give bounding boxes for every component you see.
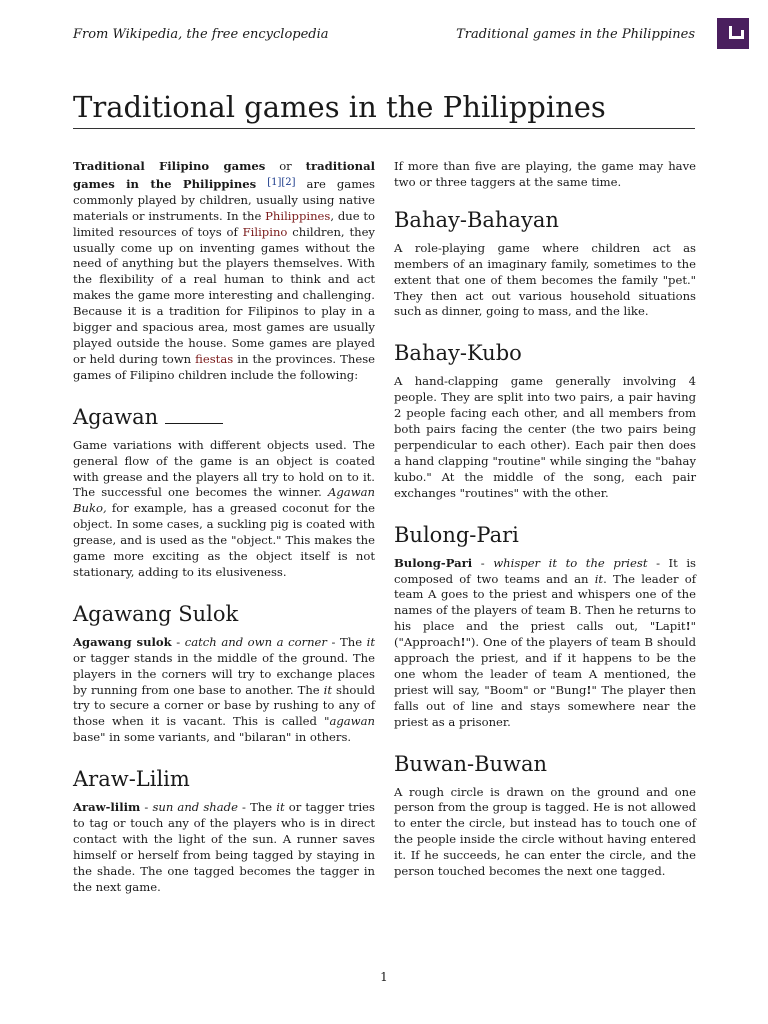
section-heading-araw-lilim: Araw-Lilim xyxy=(73,767,190,792)
section-body-continued: If more than five are playing, the game may have two or three taggers at the same time. xyxy=(394,159,696,189)
running-header-title: Traditional games in the Philippines xyxy=(456,27,695,42)
section-heading-buwan-buwan: Buwan-Buwan xyxy=(394,751,548,776)
body-bold: Araw-lilim xyxy=(73,800,141,815)
intro-bold-term: traditional games in the Philippines xyxy=(73,159,375,191)
body-italic: whisper it to the priest xyxy=(493,555,648,570)
right-column xyxy=(394,159,696,880)
running-header-source: From Wikipedia, the free encyclopedia xyxy=(73,27,329,42)
body-text: for example, has a greased coconut for the object. In some cases, a suckling pig is coated with grease, and is used as the "object." This makes the game more exciting as the object itself is not stationary, adding to its elusiveness. xyxy=(73,501,375,579)
section-body-buwan-buwan: A rough circle is drawn on the ground and one person from the group is tagged. He is not allowed to enter the circle, but instead has to touch one of the people inside the circle without having entered it. If he succeeds, he can enter the circle, and the person touched becomes the next one tagged. xyxy=(394,784,696,879)
section-body-agawang-sulok xyxy=(73,635,375,746)
body-text: - xyxy=(171,634,185,649)
body-italic: sun and shade xyxy=(152,800,238,815)
body-italic: catch and own a corner xyxy=(184,634,327,649)
page-number: 1 xyxy=(380,970,388,984)
body-text: or tagger tries to tag or touch any of the players who is in direct contact with the light of the sun. A runner saves himself or herself from being tagged by staying in the shade. The one tagged becomes the tagger in the next game. xyxy=(73,800,375,894)
heading-underline-blank xyxy=(165,405,223,424)
body-text: . The leader of team A goes to the priest and whispers one of the names of the players of team B. Then he returns to his place and the priest calls out, "Lapit xyxy=(394,571,696,634)
body-bold: ! xyxy=(685,619,691,634)
link-philippines[interactable]: Philippines xyxy=(265,208,331,223)
section-body-bahay-bahayan: A role-playing game where children act as members of an imaginary family, sometimes to the extent that one of them becomes the family "pet." They then act out various household situations such as dinner, going to mass, and the like. xyxy=(394,240,696,319)
section-heading-bulong-pari: Bulong-Pari xyxy=(394,522,519,547)
body-italic: it xyxy=(366,634,375,649)
body-text: or tagger stands in the middle of the ground. The players in the corners will try to exchange places by running from one base to another. The xyxy=(73,650,375,697)
body-bold: Bulong-Pari xyxy=(394,555,473,570)
body-text: - The xyxy=(326,634,367,649)
heading-text: Agawan xyxy=(73,404,159,429)
body-bold: Agawang sulok xyxy=(73,634,172,649)
body-text: Game variations with different objects used. The general flow of the game is an object is coated with grease and the players all try to hold on to it. The successful one becomes the winner. xyxy=(73,437,375,500)
intro-text: or xyxy=(265,159,306,173)
body-text: base" in some variants, and "bilaran" in others. xyxy=(73,730,352,745)
body-italic: agawan xyxy=(329,714,375,729)
section-heading-bahay-kubo: Bahay-Kubo xyxy=(394,341,522,366)
body-text: - The xyxy=(237,800,277,815)
body-text: - It is composed of two teams and an xyxy=(394,555,697,586)
body-bold: ! xyxy=(460,635,466,650)
citation-link[interactable]: [1][2] xyxy=(267,176,296,188)
wikipedia-book-logo-icon xyxy=(717,18,749,49)
link-fiestas[interactable]: fiestas xyxy=(195,351,234,366)
intro-text: , due to limited resources of toys of xyxy=(73,208,375,239)
body-text: should try to secure a corner or base by rushing to any of those when it is vacant. This is called " xyxy=(73,682,375,729)
left-column xyxy=(73,159,375,896)
body-italic: it xyxy=(594,571,604,586)
intro-text: in the provinces. These games of Filipino children include the following: xyxy=(73,351,376,382)
body-text: - xyxy=(472,555,494,570)
intro-paragraph xyxy=(73,159,375,384)
intro-text: children, they usually come up on inventing games without the need of anything but the players themselves. With the flexibility of a real human to think and act makes the game more interesting and challenging. Because it is a tradition for Filipinos to play in a bigger and spacious area, most games are usually played outside the house. Some games are played or held during town xyxy=(73,224,375,366)
body-text: - xyxy=(140,800,153,815)
section-heading-agawan xyxy=(73,402,375,432)
body-italic: it xyxy=(276,800,285,815)
section-heading-agawang-sulok: Agawang Sulok xyxy=(73,601,239,626)
intro-bold-term: Traditional Filipino games xyxy=(73,159,266,173)
body-text: " The player then falls out of line and stays somewhere near the priest as a prisoner. xyxy=(394,682,696,729)
body-italic: Agawan Buko, xyxy=(73,485,375,516)
page-title: Traditional games in the Philippines xyxy=(73,88,695,129)
section-heading-bahay-bahayan: Bahay-Bahayan xyxy=(394,207,559,232)
link-filipino[interactable]: Filipino xyxy=(242,224,288,239)
body-text: "). One of the players of team B should approach the priest, and if it happens to be the one whom the leader of team A mentioned, the priest will say, "Boom" or "Bung xyxy=(394,635,696,697)
section-body-bulong-pari xyxy=(394,556,696,731)
section-body-bahay-kubo: A hand-clapping game generally involving 4 people. They are split into two pairs, a pair having 2 people facing each other, and all members from both pairs facing the center (the two pairs being perpendicular to each other). Each pair then does a hand clapping "routine" while singing the "bahay kubo." At the middle of the song, each pair exchanges "routines" with the other. xyxy=(394,374,696,500)
body-bold: ! xyxy=(586,682,592,697)
body-text: " ("Approach xyxy=(394,619,696,650)
body-italic: it xyxy=(323,682,333,697)
intro-text: are games commonly played by children, usually using native materials or instruments. In the xyxy=(73,176,376,223)
section-body-agawan xyxy=(73,438,375,581)
section-body-araw-lilim xyxy=(73,800,375,895)
